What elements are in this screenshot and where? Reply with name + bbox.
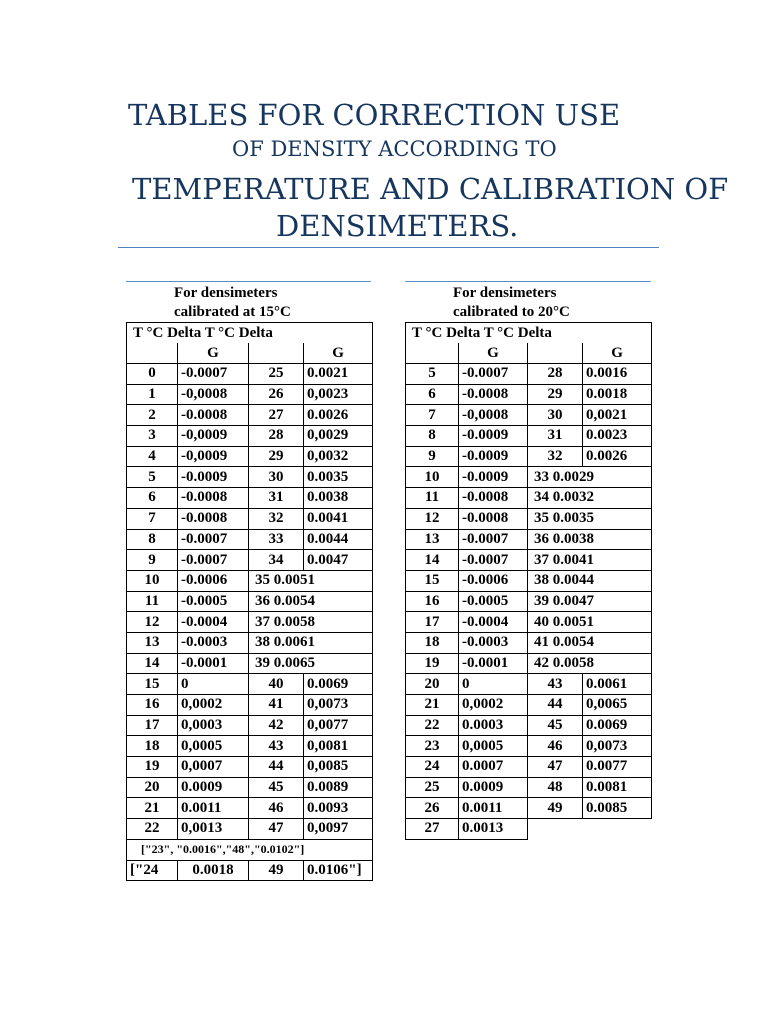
temperature-delta-cell: 37 0.0041 [528, 550, 652, 571]
temperature-cell: 47 [249, 819, 304, 840]
temperature-delta-cell: 36 0.0054 [249, 591, 373, 612]
left-header-g-row [127, 343, 373, 364]
table-row [127, 550, 373, 571]
temperature-cell: 11 [127, 591, 178, 612]
temperature-cell: 17 [127, 715, 178, 736]
right-caption-line-1: For densimeters [453, 285, 557, 301]
temperature-cell: 12 [127, 612, 178, 633]
left-caption-rule [126, 281, 371, 282]
temperature-cell: 22 [406, 715, 459, 736]
table-row [406, 570, 652, 591]
extra-row-cell: 0.0106"] [304, 860, 373, 881]
table-row [127, 798, 373, 819]
delta-cell: 0,0003 [178, 715, 249, 736]
temperature-cell: 15 [127, 674, 178, 695]
table-row [406, 798, 652, 819]
table-row [406, 529, 652, 550]
temperature-cell: 28 [528, 364, 583, 385]
delta-cell: 0,0073 [583, 736, 652, 757]
table-row [406, 405, 652, 426]
delta-cell: -0.0007 [459, 529, 528, 550]
temperature-cell: 48 [528, 777, 583, 798]
title-underline [118, 247, 659, 248]
table-row [127, 467, 373, 488]
table-row [127, 736, 373, 757]
right-header-row [406, 323, 652, 344]
delta-cell: 0.0061 [583, 674, 652, 695]
delta-cell: -0.0001 [178, 653, 249, 674]
temperature-cell: 49 [528, 798, 583, 819]
temperature-cell: 24 [406, 757, 459, 778]
delta-cell: -0.0007 [459, 550, 528, 571]
delta-cell: 0.0038 [304, 488, 373, 509]
delta-cell: 0.0007 [459, 757, 528, 778]
temperature-cell: 31 [528, 426, 583, 447]
table-row [127, 819, 373, 840]
delta-cell: 0.0009 [459, 777, 528, 798]
delta-cell: -0,0009 [178, 426, 249, 447]
table-row [406, 612, 652, 633]
table-row [406, 384, 652, 405]
table-row [406, 446, 652, 467]
temperature-cell: 6 [406, 384, 459, 405]
table-row [127, 715, 373, 736]
title-line-2: OF DENSITY ACCORDING TO [232, 137, 557, 161]
delta-cell: -0.0006 [459, 570, 528, 591]
delta-cell: -0,0008 [459, 405, 528, 426]
table-row [127, 384, 373, 405]
temperature-cell: 17 [406, 612, 459, 633]
temperature-cell: 13 [406, 529, 459, 550]
delta-cell: 0,0023 [304, 384, 373, 405]
delta-cell: 0,0029 [304, 426, 373, 447]
table-row [127, 508, 373, 529]
table-row [406, 550, 652, 571]
title-line-4: DENSIMETERS. [276, 209, 519, 243]
temperature-cell: 29 [249, 446, 304, 467]
table-row [127, 570, 373, 591]
temperature-cell: 43 [528, 674, 583, 695]
temperature-cell: 46 [528, 736, 583, 757]
temperature-cell: 10 [406, 467, 459, 488]
temperature-delta-cell: 39 0.0047 [528, 591, 652, 612]
temperature-cell: 25 [249, 364, 304, 385]
table-row [127, 426, 373, 447]
delta-cell: 0,0065 [583, 695, 652, 716]
delta-cell: 0.0069 [304, 674, 373, 695]
table-row [127, 653, 373, 674]
right-header-g-row [406, 343, 652, 364]
extra-row-cell: 0.0018 [178, 860, 249, 881]
table-row [406, 757, 652, 778]
delta-cell: -0.0001 [459, 653, 528, 674]
temperature-delta-cell: 38 0.0061 [249, 632, 373, 653]
delta-cell: 0.0081 [583, 777, 652, 798]
table-row [127, 839, 373, 860]
delta-cell: 0,0077 [304, 715, 373, 736]
table-row [127, 632, 373, 653]
temperature-cell: 19 [127, 757, 178, 778]
temperature-cell: 9 [127, 550, 178, 571]
delta-cell: 0,0002 [459, 695, 528, 716]
temperature-cell: 31 [249, 488, 304, 509]
delta-cell: 0.0018 [583, 384, 652, 405]
temperature-cell: 26 [406, 798, 459, 819]
delta-cell: -0,0009 [178, 446, 249, 467]
delta-cell: -0.0007 [178, 529, 249, 550]
delta-cell: -0.0008 [178, 508, 249, 529]
right-caption-rule [405, 281, 651, 282]
temperature-cell: 42 [249, 715, 304, 736]
temperature-cell: 11 [406, 488, 459, 509]
extra-row-text: ["23", "0.0016","48","0.0102"] [127, 839, 373, 860]
delta-cell: 0.0041 [304, 508, 373, 529]
temperature-cell: 3 [127, 426, 178, 447]
delta-cell: -0.0009 [459, 446, 528, 467]
table-row [127, 757, 373, 778]
table-row [127, 777, 373, 798]
table-row [406, 467, 652, 488]
delta-cell: 0.0021 [304, 364, 373, 385]
table-row [127, 446, 373, 467]
temperature-cell: 32 [528, 446, 583, 467]
delta-cell: 0,0002 [178, 695, 249, 716]
temperature-cell: 41 [249, 695, 304, 716]
table-row [406, 488, 652, 509]
delta-cell: -0.0008 [178, 488, 249, 509]
delta-cell: 0,0021 [583, 405, 652, 426]
table-row [406, 777, 652, 798]
delta-cell: -0.0004 [459, 612, 528, 633]
title-line-1: TABLES FOR CORRECTION USE [128, 98, 621, 132]
table-row [406, 508, 652, 529]
temperature-cell: 26 [249, 384, 304, 405]
temperature-cell: 15 [406, 570, 459, 591]
table-row [127, 364, 373, 385]
delta-cell: -0.0003 [459, 632, 528, 653]
temperature-delta-cell: 37 0.0058 [249, 612, 373, 633]
temperature-cell: 7 [127, 508, 178, 529]
delta-cell: -0.0006 [178, 570, 249, 591]
delta-cell: 0 [178, 674, 249, 695]
delta-cell: 0,0005 [178, 736, 249, 757]
delta-cell: -0.0003 [178, 632, 249, 653]
table-row [127, 529, 373, 550]
temperature-cell: 44 [528, 695, 583, 716]
temperature-cell: 14 [406, 550, 459, 571]
table-row [127, 488, 373, 509]
table-row [127, 405, 373, 426]
temperature-cell: 6 [127, 488, 178, 509]
delta-cell: 0,0007 [178, 757, 249, 778]
extra-row-cell: 49 [249, 860, 304, 881]
temperature-delta-cell: 40 0.0051 [528, 612, 652, 633]
table-row [127, 674, 373, 695]
temperature-cell: 28 [249, 426, 304, 447]
delta-cell: 0 [459, 674, 528, 695]
temperature-cell: 14 [127, 653, 178, 674]
temperature-cell: 1 [127, 384, 178, 405]
temperature-cell: 8 [406, 426, 459, 447]
right-header-label: T °C Delta T °C Delta [406, 323, 652, 344]
temperature-cell: 33 [249, 529, 304, 550]
table-row [406, 736, 652, 757]
left-correction-table [126, 322, 373, 881]
delta-cell: 0.0085 [583, 798, 652, 819]
left-header-g1: G [178, 343, 249, 364]
temperature-cell: 23 [406, 736, 459, 757]
delta-cell: 0,0032 [304, 446, 373, 467]
delta-cell: -0.0008 [459, 488, 528, 509]
delta-cell: -0.0005 [459, 591, 528, 612]
delta-cell: 0,0073 [304, 695, 373, 716]
temperature-delta-cell: 39 0.0065 [249, 653, 373, 674]
temperature-cell: 34 [249, 550, 304, 571]
temperature-cell: 29 [528, 384, 583, 405]
delta-cell: 0.0023 [583, 426, 652, 447]
delta-cell: 0,0013 [178, 819, 249, 840]
table-row [127, 860, 373, 881]
temperature-delta-cell: 34 0.0032 [528, 488, 652, 509]
left-caption-line-2: calibrated at 15°C [174, 304, 291, 320]
table-row [406, 715, 652, 736]
table-row [127, 612, 373, 633]
temperature-cell: 5 [127, 467, 178, 488]
temperature-cell: 18 [127, 736, 178, 757]
right-header-g2: G [583, 343, 652, 364]
temperature-cell: 25 [406, 777, 459, 798]
left-caption-line-1: For densimeters [174, 285, 278, 301]
delta-cell: -0.0009 [459, 426, 528, 447]
temperature-cell: 30 [249, 467, 304, 488]
temperature-cell: 8 [127, 529, 178, 550]
table-row [406, 632, 652, 653]
table-row [406, 364, 652, 385]
temperature-cell: 45 [249, 777, 304, 798]
table-row [406, 674, 652, 695]
delta-cell: 0.0011 [459, 798, 528, 819]
temperature-cell: 40 [249, 674, 304, 695]
table-row [406, 819, 652, 840]
temperature-cell: 20 [406, 674, 459, 695]
right-header-g1: G [459, 343, 528, 364]
temperature-cell: 21 [406, 695, 459, 716]
delta-cell: -0.0008 [459, 384, 528, 405]
temperature-cell: 7 [406, 405, 459, 426]
temperature-cell: 16 [406, 591, 459, 612]
temperature-delta-cell: 35 0.0051 [249, 570, 373, 591]
delta-cell: 0.0026 [304, 405, 373, 426]
temperature-delta-cell: 38 0.0044 [528, 570, 652, 591]
delta-cell: -0.0009 [459, 467, 528, 488]
temperature-cell: 16 [127, 695, 178, 716]
temperature-cell: 9 [406, 446, 459, 467]
temperature-cell: 13 [127, 632, 178, 653]
delta-cell: 0.0093 [304, 798, 373, 819]
temperature-delta-cell: 33 0.0029 [528, 467, 652, 488]
delta-cell: -0.0007 [459, 364, 528, 385]
temperature-cell: 18 [406, 632, 459, 653]
temperature-delta-cell: 42 0.0058 [528, 653, 652, 674]
right-correction-table [405, 322, 652, 840]
delta-cell: 0.0089 [304, 777, 373, 798]
delta-cell: -0.0008 [459, 508, 528, 529]
table-row [406, 695, 652, 716]
temperature-cell: 20 [127, 777, 178, 798]
temperature-cell: 0 [127, 364, 178, 385]
temperature-cell: 19 [406, 653, 459, 674]
delta-cell: 0,0005 [459, 736, 528, 757]
delta-cell: 0.0003 [459, 715, 528, 736]
delta-cell: 0.0016 [583, 364, 652, 385]
temperature-cell: 32 [249, 508, 304, 529]
delta-cell: 0.0013 [459, 819, 528, 840]
temperature-cell: 43 [249, 736, 304, 757]
temperature-cell: 30 [528, 405, 583, 426]
delta-cell: -0.0007 [178, 364, 249, 385]
temperature-cell: 27 [406, 819, 459, 840]
temperature-cell: 5 [406, 364, 459, 385]
delta-cell: -0.0004 [178, 612, 249, 633]
temperature-cell: 2 [127, 405, 178, 426]
title-line-3: TEMPERATURE AND CALIBRATION OF [132, 172, 729, 206]
delta-cell: 0.0026 [583, 446, 652, 467]
temperature-cell: 12 [406, 508, 459, 529]
table-row [406, 426, 652, 447]
delta-cell: 0.0077 [583, 757, 652, 778]
temperature-cell: 27 [249, 405, 304, 426]
left-header-g2: G [304, 343, 373, 364]
delta-cell: 0.0011 [178, 798, 249, 819]
delta-cell: 0.0044 [304, 529, 373, 550]
delta-cell: 0,0097 [304, 819, 373, 840]
temperature-cell: 46 [249, 798, 304, 819]
delta-cell: -0.0009 [178, 467, 249, 488]
table-row [406, 653, 652, 674]
table-row [127, 695, 373, 716]
temperature-delta-cell: 36 0.0038 [528, 529, 652, 550]
left-header-label: T °C Delta T °C Delta [127, 323, 373, 344]
delta-cell: 0.0069 [583, 715, 652, 736]
temperature-cell: 44 [249, 757, 304, 778]
temperature-delta-cell: 41 0.0054 [528, 632, 652, 653]
temperature-cell: 22 [127, 819, 178, 840]
delta-cell: 0.0047 [304, 550, 373, 571]
delta-cell: 0,0081 [304, 736, 373, 757]
delta-cell: -0,0008 [178, 384, 249, 405]
delta-cell: 0.0009 [178, 777, 249, 798]
temperature-cell: 47 [528, 757, 583, 778]
temperature-cell: 10 [127, 570, 178, 591]
delta-cell: 0.0035 [304, 467, 373, 488]
delta-cell: 0,0085 [304, 757, 373, 778]
delta-cell: -0.0008 [178, 405, 249, 426]
table-row [406, 591, 652, 612]
temperature-delta-cell: 35 0.0035 [528, 508, 652, 529]
right-caption-line-2: calibrated to 20°C [453, 304, 570, 320]
extra-row-cell: ["24 [127, 860, 178, 881]
temperature-cell: 4 [127, 446, 178, 467]
delta-cell: -0.0007 [178, 550, 249, 571]
temperature-cell: 45 [528, 715, 583, 736]
delta-cell: -0.0005 [178, 591, 249, 612]
table-row [127, 591, 373, 612]
left-header-row [127, 323, 373, 344]
temperature-cell: 21 [127, 798, 178, 819]
